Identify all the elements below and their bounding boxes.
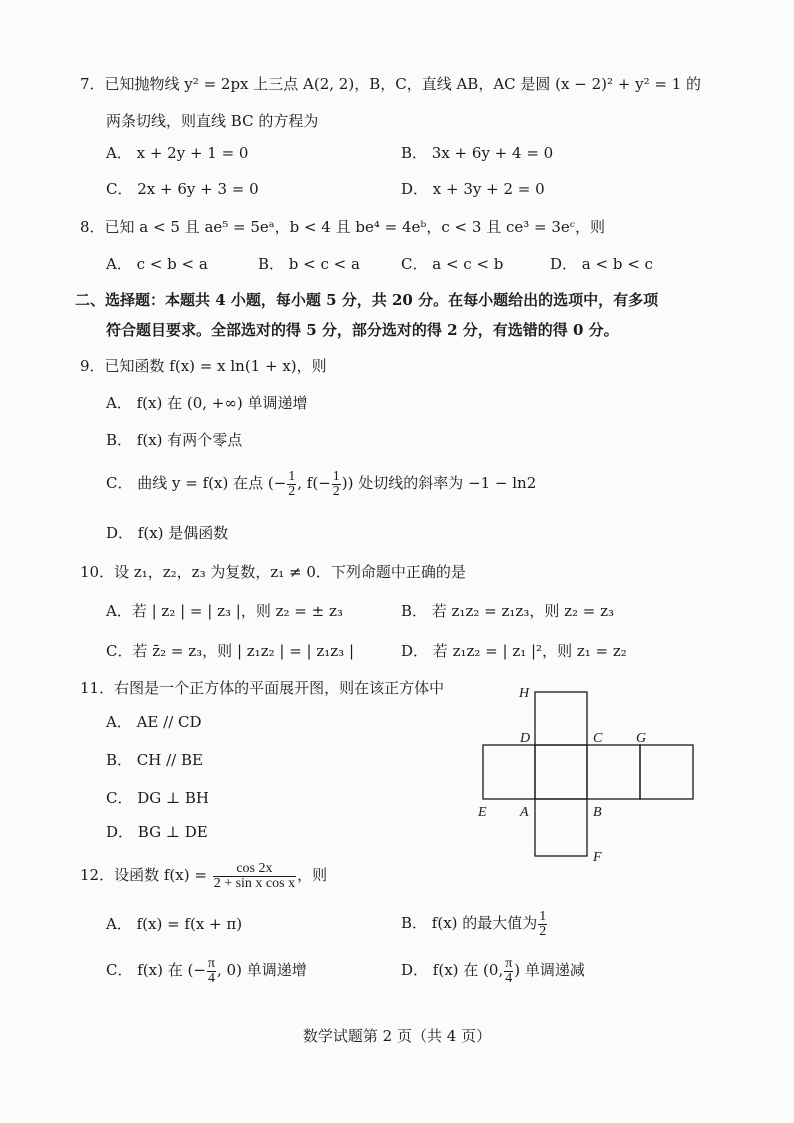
q9-option-d: D． f(x) 是偶函数	[106, 524, 229, 542]
cube-net-figure	[470, 680, 710, 870]
q12-function-fraction	[213, 862, 296, 891]
vertex-label-a: A	[520, 805, 529, 820]
page-footer: 数学试题第 2 页（共 4 页）	[302, 1027, 492, 1045]
q11-option-c: C． DG ⊥ BH	[106, 789, 210, 807]
cube-face-right	[587, 745, 640, 799]
q12-frac-num: cos 2x	[213, 862, 296, 877]
q12-c-frac-den: 4	[207, 970, 215, 986]
vertex-label-d: D	[520, 731, 531, 746]
q10-option-b: B． 若 z₁z₂ = z₁z₃，则 z₂ = z₃	[401, 602, 615, 620]
q11-option-d: D． BG ⊥ DE	[106, 823, 208, 841]
q8-option-c: C． a < c < b	[401, 255, 504, 273]
q7-option-a: A． x + 2y + 1 = 0	[106, 144, 249, 162]
vertex-label-h: H	[519, 686, 530, 701]
cube-net-faces	[483, 692, 693, 856]
q12-c-pre: C． f(x) 在 (−	[106, 961, 206, 979]
q12-stem-post: ，则	[297, 866, 328, 884]
q9-option-a: A． f(x) 在 (0, +∞) 单调递增	[106, 394, 308, 412]
q9-c-mid: , f(−	[297, 474, 331, 492]
q9-c-frac-2	[332, 470, 341, 499]
q7-stem-line2: 两条切线，则直线 BC 的方程为	[106, 112, 319, 130]
q7-option-d: D． x + 3y + 2 = 0	[401, 180, 545, 198]
q12-d-frac	[504, 957, 513, 986]
vertex-label-c: C	[593, 731, 603, 746]
cube-face-left	[483, 745, 535, 799]
q12-option-d	[401, 953, 585, 987]
q12-option-c	[106, 953, 307, 987]
q12-frac-den: 2 + sin x cos x	[213, 875, 296, 891]
q12-option-a: A． f(x) = f(x + π)	[106, 915, 243, 933]
q9-option-c	[106, 466, 536, 500]
q9-c-pre: C． 曲线 y = f(x) 在点 (−	[106, 474, 287, 492]
vertex-label-g: G	[636, 731, 647, 746]
cube-face-bottom	[535, 799, 587, 856]
q12-d-frac-num: π	[505, 955, 513, 971]
q9-stem: 9．已知函数 f(x) = x ln(1 + x)，则	[80, 357, 327, 375]
cube-face-top	[535, 692, 587, 745]
q10-option-c: C．若 z̄₂ = z₃，则 | z₁z₂ | = | z₁z₃ |	[106, 642, 355, 660]
q12-d-post: ) 单调递减	[514, 961, 585, 979]
q12-b-frac-den: 2	[539, 923, 547, 939]
q10-stem: 10．设 z₁，z₂，z₃ 为复数，z₁ ≠ 0．下列命题中正确的是	[80, 563, 466, 581]
q9-c-frac-1	[287, 470, 296, 499]
q12-d-pre: D． f(x) 在 (0,	[401, 961, 504, 979]
q12-c-post: , 0) 单调递增	[217, 961, 307, 979]
q9-c-frac-1-den: 2	[288, 483, 296, 499]
q12-option-b	[401, 906, 548, 940]
q9-c-frac-2-den: 2	[332, 483, 340, 499]
q9-c-post: )) 处切线的斜率为 −1 − ln2	[341, 474, 537, 492]
vertex-label-f: F	[593, 850, 602, 865]
vertex-label-b: B	[593, 805, 602, 820]
q11-option-b: B． CH // BE	[106, 751, 203, 769]
q12-b-pre: B． f(x) 的最大值为	[401, 914, 538, 932]
q9-option-b: B． f(x) 有两个零点	[106, 431, 243, 449]
section2-instructions-line2: 符合题目要求。全部选对的得 5 分，部分选对的得 2 分，有选错的得 0 分。	[106, 321, 619, 339]
q12-b-frac-num: 1	[539, 908, 547, 924]
q11-option-a: A． AE // CD	[106, 713, 202, 731]
q8-stem: 8．已知 a < 5 且 ae⁵ = 5eᵃ，b < 4 且 be⁴ = 4eᵇ，c < 3 且 ce³ = 3eᶜ，则	[80, 218, 605, 236]
q7-option-c: C． 2x + 6y + 3 = 0	[106, 180, 259, 198]
q9-c-frac-1-num: 1	[288, 468, 296, 484]
q10-option-d: D． 若 z₁z₂ = | z₁ |²，则 z₁ = z₂	[401, 642, 627, 660]
q12-stem	[80, 857, 327, 893]
q7-option-b: B． 3x + 6y + 4 = 0	[401, 144, 554, 162]
cube-face-center	[535, 745, 587, 799]
q11-stem: 11．右图是一个正方体的平面展开图，则在该正方体中	[80, 679, 445, 697]
q10-option-a: A．若 | z₂ | = | z₃ |，则 z₂ = ± z₃	[106, 602, 343, 620]
q12-stem-pre: 12．设函数 f(x) =	[80, 866, 207, 884]
q9-c-frac-2-num: 1	[332, 468, 340, 484]
section2-instructions-line1: 二、选择题：本题共 4 小题，每小题 5 分，共 20 分。在每小题给出的选项中，有多项	[75, 291, 659, 309]
q8-option-a: A． c < b < a	[106, 255, 208, 273]
q8-option-b: B． b < c < a	[258, 255, 360, 273]
q7-stem-line1: 7．已知抛物线 y² = 2px 上三点 A(2, 2)，B，C，直线 AB，AC 是圆 (x − 2)² + y² = 1 的	[80, 75, 702, 93]
q12-b-frac	[538, 910, 547, 939]
q8-option-d: D． a < b < c	[550, 255, 653, 273]
vertex-label-e: E	[478, 805, 487, 820]
cube-face-far-right	[640, 745, 693, 799]
q12-c-frac	[207, 957, 216, 986]
q12-c-frac-num: π	[207, 955, 215, 971]
q12-d-frac-den: 4	[505, 970, 513, 986]
